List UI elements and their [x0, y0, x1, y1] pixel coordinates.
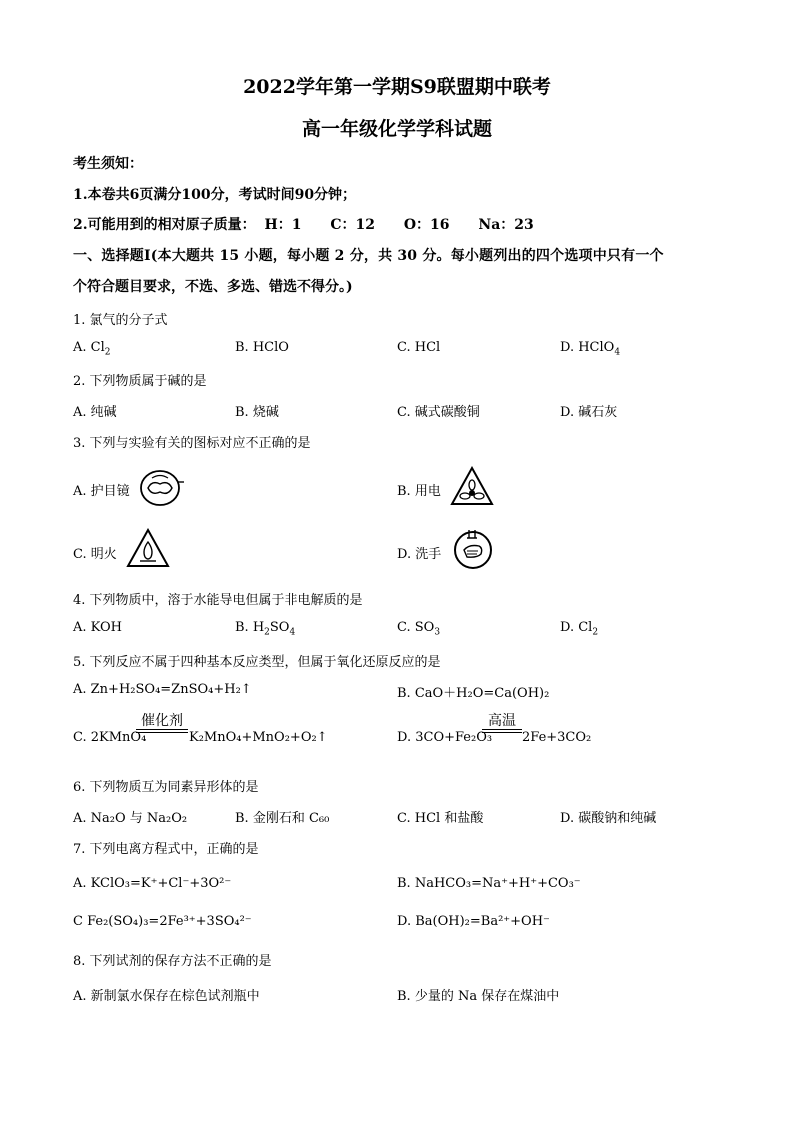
q4-stem: 4. 下列物质中，溶于水能导电但属于非电解质的是 [73, 593, 363, 608]
hand-wash-icon [451, 528, 495, 570]
q2-option-b: B. 烧碱 [235, 405, 279, 420]
mass-h: H：1 [264, 217, 302, 233]
q1-option-c: C. HCl [397, 340, 441, 355]
open-flame-icon [126, 528, 170, 568]
q6-option-b: B. 金刚石和 C₆₀ [235, 811, 330, 826]
q5-option-c-right: K₂MnO₄+MnO₂+O₂↑ [189, 730, 328, 745]
electric-hazard-icon [450, 466, 494, 506]
notes-heading: 考生须知： [73, 156, 143, 172]
section1-line2: 个符合题目要求，不选、多选、错选不得分。) [73, 279, 353, 295]
q3-stem: 3. 下列与实验有关的图标对应不正确的是 [73, 436, 311, 451]
q5-option-d-right: 2Fe+3CO₂ [522, 730, 592, 745]
q6-option-c: C. HCl 和盐酸 [397, 811, 484, 826]
notes-line2-prefix: 2.可能用到的相对原子质量： [73, 217, 256, 233]
notes-line1: 1.本卷共6页满分100分，考试时间90分钟； [73, 187, 357, 203]
q2-option-a: A. 纯碱 [73, 405, 117, 420]
q5-option-a: A. Zn+H₂SO₄=ZnSO₄+H₂↑ [73, 682, 252, 697]
q4-option-a: A. KOH [73, 620, 123, 635]
q5-stem: 5. 下列反应不属于四种基本反应类型，但属于氧化还原反应的是 [73, 655, 441, 670]
q6-stem: 6. 下列物质互为同素异形体的是 [73, 780, 259, 795]
q3-option-a: A. 护目镜 [73, 484, 130, 499]
q4-option-c: C. $SO_3$ [397, 620, 441, 638]
q5-option-d-left: D. 3CO+Fe₂O₃ [397, 730, 493, 745]
q6-option-d: D. 碳酸钠和纯碱 [560, 811, 657, 826]
notes-line2 [73, 214, 534, 234]
q2-stem: 2. 下列物质属于碱的是 [73, 374, 207, 389]
section1-line1: 一、选择题I(本大题共 15 小题，每小题 2 分，共 30 分。每小题列出的四个选项中只有一个 [73, 248, 664, 264]
mass-o: O：16 [403, 217, 450, 233]
q7-stem: 7. 下列电离方程式中，正确的是 [73, 842, 259, 857]
q7-option-c: C Fe₂(SO₄)₃=2Fe³⁺+3SO₄²⁻ [73, 914, 252, 929]
q7-option-d: D. Ba(OH)₂=Ba²⁺+OH⁻ [397, 914, 550, 929]
q5-option-c-condition: 催化剂 [136, 713, 188, 733]
exam-subtitle: 高一年级化学学科试题 [301, 118, 492, 140]
q3-option-b: B. 用电 [397, 484, 441, 499]
q3-option-d: D. 洗手 [397, 547, 442, 562]
q8-option-b: B. 少量的 Na 保存在煤油中 [397, 989, 560, 1004]
q1-option-b: B. HClO [235, 340, 289, 355]
q2-option-c: C. 碱式碳酸铜 [397, 405, 480, 420]
goggles-icon [138, 468, 186, 508]
q1-stem: 1. 氯气的分子式 [73, 313, 168, 328]
q5-option-d-condition: 高温 [482, 713, 522, 733]
q4-option-d: D. $Cl_2$ [560, 620, 599, 638]
q4-option-b: B. $H_2SO_4$ [235, 620, 296, 638]
q5-option-b: B. CaO＋H₂O=Ca(OH)₂ [397, 686, 550, 701]
q7-option-a: A. KClO₃=K⁺+Cl⁻+3O²⁻ [73, 876, 232, 891]
exam-title: 2022学年第一学期S9联盟期中联考 [243, 76, 551, 98]
mass-na: Na：23 [478, 217, 534, 233]
q5-option-c-left: C. 2KMnO₄ [73, 730, 147, 745]
q6-option-a: A. Na₂O 与 Na₂O₂ [73, 811, 188, 826]
q1-option-a: A. $Cl_2$ [73, 340, 111, 358]
q2-option-d: D. 碱石灰 [560, 405, 618, 420]
q8-stem: 8. 下列试剂的保存方法不正确的是 [73, 954, 272, 969]
mass-c: C：12 [330, 217, 375, 233]
q3-option-c: C. 明火 [73, 547, 117, 562]
q1-option-d: D. HClO$_4$ [560, 340, 621, 358]
q7-option-b: B. NaHCO₃=Na⁺+H⁺+CO₃⁻ [397, 876, 581, 891]
q8-option-a: A. 新制氯水保存在棕色试剂瓶中 [73, 989, 260, 1004]
